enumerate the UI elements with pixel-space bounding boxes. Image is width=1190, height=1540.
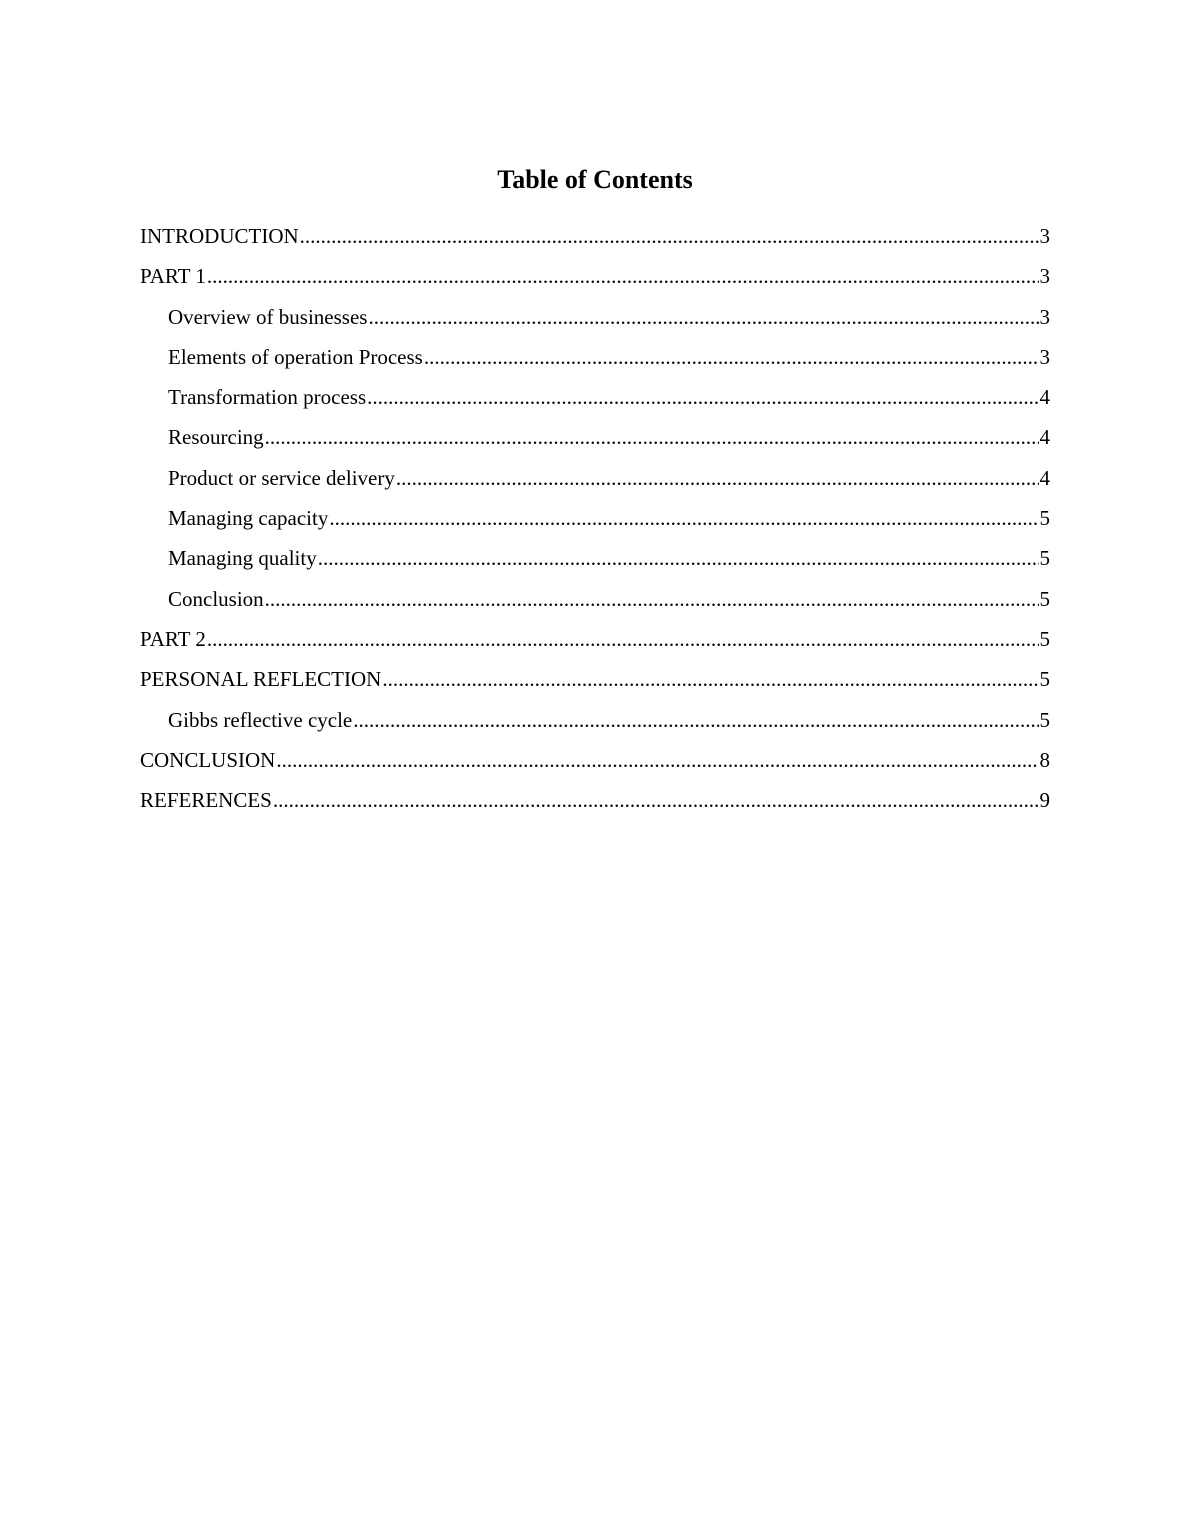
toc-entry-page-number: 5	[1039, 546, 1050, 571]
toc-leader-dots	[273, 780, 1039, 820]
toc-entry-gibbs-reflective-cycle[interactable]	[140, 700, 1050, 740]
toc-leader-dots	[367, 377, 1038, 417]
toc-entry-page-number: 8	[1039, 747, 1050, 772]
toc-leader-dots	[382, 659, 1038, 699]
toc-entry-page-number: 4	[1039, 465, 1050, 490]
toc-entry-part-2[interactable]	[140, 619, 1050, 659]
toc-leader-dots	[207, 256, 1039, 296]
toc-entry-personal-reflection[interactable]	[140, 659, 1050, 699]
toc-entry-page-number: 4	[1039, 425, 1050, 450]
toc-entry-label: Managing capacity	[168, 506, 329, 531]
toc-entry-label: Overview of businesses	[168, 304, 368, 329]
toc-leader-dots	[265, 579, 1039, 619]
toc-entry-page-number: 3	[1039, 344, 1050, 369]
toc-entry-page-number: 5	[1039, 506, 1050, 531]
toc-entry-label: Gibbs reflective cycle	[168, 707, 353, 732]
toc-entry-transformation-process[interactable]	[140, 377, 1050, 417]
toc-leader-dots	[318, 538, 1039, 578]
toc-entry-page-number: 3	[1039, 304, 1050, 329]
toc-entry-page-number: 3	[1039, 264, 1050, 289]
toc-entry-conclusion-part-1[interactable]	[140, 579, 1050, 619]
toc-leader-dots	[207, 619, 1039, 659]
toc-entry-introduction[interactable]	[140, 216, 1050, 256]
toc-entry-page-number: 5	[1039, 707, 1050, 732]
toc-entry-label: Conclusion	[168, 586, 264, 611]
toc-entry-managing-capacity[interactable]	[140, 498, 1050, 538]
toc-entry-elements-of-operation-process[interactable]	[140, 337, 1050, 377]
toc-entry-label: PERSONAL REFLECTION	[140, 667, 382, 692]
toc-entry-page-number: 4	[1039, 385, 1050, 410]
toc-entry-references[interactable]	[140, 780, 1050, 820]
toc-leader-dots	[396, 458, 1039, 498]
toc-list	[140, 216, 1050, 820]
toc-entry-page-number: 5	[1039, 667, 1050, 692]
toc-entry-label: Product or service delivery	[168, 465, 395, 490]
toc-entry-label: INTRODUCTION	[140, 224, 299, 248]
toc-entry-label: Managing quality	[168, 546, 317, 571]
toc-entry-overview-of-businesses[interactable]	[140, 297, 1050, 337]
toc-entry-label: Resourcing	[168, 425, 264, 450]
toc-entry-resourcing[interactable]	[140, 417, 1050, 457]
toc-entry-label: PART 2	[140, 626, 206, 651]
toc-leader-dots	[424, 337, 1039, 377]
toc-entry-conclusion[interactable]	[140, 740, 1050, 780]
toc-leader-dots	[300, 216, 1039, 256]
toc-entry-managing-quality[interactable]	[140, 538, 1050, 578]
toc-entry-label: Elements of operation Process	[168, 344, 423, 369]
toc-leader-dots	[329, 498, 1038, 538]
toc-entry-label: CONCLUSION	[140, 747, 276, 772]
toc-leader-dots	[368, 297, 1038, 337]
toc-title: Table of Contents	[497, 165, 693, 194]
toc-entry-page-number: 5	[1039, 626, 1050, 651]
toc-entry-label: PART 1	[140, 264, 206, 289]
toc-entry-label: Transformation process	[168, 385, 367, 410]
toc-entry-page-number: 3	[1039, 224, 1050, 248]
toc-entry-product-or-service-delivery[interactable]	[140, 458, 1050, 498]
toc-entry-part-1[interactable]	[140, 256, 1050, 296]
toc-entry-label: REFERENCES	[140, 788, 272, 813]
toc-entry-page-number: 9	[1039, 788, 1050, 813]
toc-entry-page-number: 5	[1039, 586, 1050, 611]
toc-leader-dots	[265, 417, 1039, 457]
toc-leader-dots	[276, 740, 1038, 780]
toc-leader-dots	[353, 700, 1038, 740]
